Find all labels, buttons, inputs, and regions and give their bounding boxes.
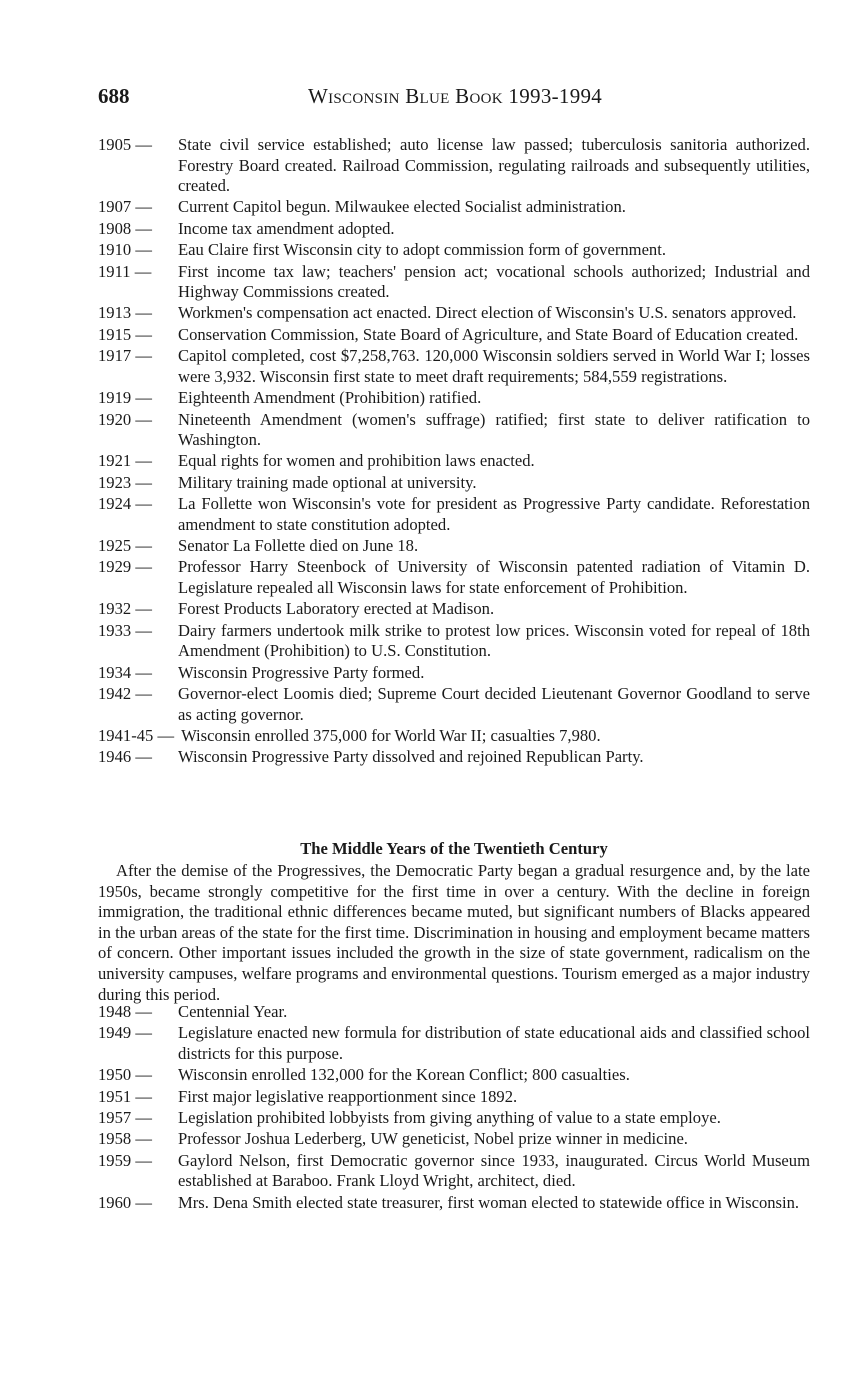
entry-text: Dairy farmers undertook milk strike to protest low prices. Wisconsin voted for repeal of 18th Amendment (Prohibition) to U.S. Constitution. [178,620,810,661]
entry-text: Workmen's compensation act enacted. Direct election of Wisconsin's U.S. senators approved. [178,303,797,323]
chronology-entry [98,726,810,747]
chronology-entry [98,240,810,261]
entry-text: Wisconsin Progressive Party dissolved and rejoined Republican Party. [178,747,644,767]
chronology-entry [98,262,810,303]
entry-text: Eighteenth Amendment (Prohibition) ratified. [178,388,482,408]
entry-text: Wisconsin enrolled 375,000 for World War II; casualties 7,980. [181,725,601,745]
running-title: Wisconsin Blue Book 1993-1994 [308,84,603,108]
chronology-entry [98,135,810,197]
entry-text: Military training made optional at university. [178,472,477,492]
entry-year: 1959 — [98,1150,152,1170]
entry-text: Wisconsin Progressive Party formed. [178,662,425,682]
chronology-entry [98,197,810,218]
entry-text: State civil service established; auto license law passed; tuberculosis sanitoria authorized. Forestry Board created. Railroad Commission, regulating railroads and subsequently utilities, created. [178,135,810,195]
entry-text: Wisconsin enrolled 132,000 for the Korean Conflict; 800 casualties. [178,1065,630,1085]
entry-text: Centennial Year. [178,1002,288,1021]
chronology-entry [98,346,810,387]
chronology-entry [98,536,810,557]
chronology-entry [98,747,810,768]
entry-year: 1949 — [98,1023,152,1043]
entry-text: Eau Claire first Wisconsin city to adopt commission form of government. [178,240,666,260]
entry-year: 1924 — [98,494,152,514]
entry-text: Professor Harry Steenbock of University of Wisconsin patented radiation of Vitamin D. Legislature repealed all Wisconsin laws for state enforcement of Prohibition. [178,557,810,597]
entry-text: Forest Products Laboratory erected at Madison. [178,599,495,619]
entry-year: 1960 — [98,1192,152,1212]
entry-year: 1917 — [98,346,152,366]
chronology-entry [98,1087,810,1108]
page-number: 688 [98,84,130,108]
entry-text: Capitol completed, cost $7,258,763. 120,000 Wisconsin soldiers served in World War I; losses were 3,932. Wisconsin first state to meet draft requirements; 584,559 registrations. [178,346,810,386]
entry-text: Gaylord Nelson, first Democratic governor since 1933, inaugurated. Circus World Museum established at Baraboo. Frank Lloyd Wright, architect, died. [178,1150,810,1191]
entry-year: 1951 — [98,1086,152,1106]
entry-text: Governor-elect Loomis died; Supreme Court decided Lieutenant Governor Goodland to serve as acting governor. [178,684,810,724]
entry-year: 1929 — [98,557,152,577]
chronology-entry [98,1002,810,1023]
chronology-entry [98,219,810,240]
chronology-entry [98,1065,810,1086]
section-heading: The Middle Years of the Twentieth Century [300,839,608,858]
entry-text: First income tax law; teachers' pension act; vocational schools authorized; Industrial and Highway Commissions created. [178,261,810,302]
entry-year: 1907 — [98,197,152,217]
chronology-entry [98,1193,810,1214]
chronology-entry [98,1151,810,1192]
entry-year: 1910 — [98,240,152,260]
chronology-entry [98,1129,810,1150]
entry-year: 1915 — [98,324,152,344]
entry-year: 1932 — [98,599,152,619]
entry-year: 1941-45 — [98,725,175,745]
entry-year: 1911 — [98,261,152,281]
chronology-entry [98,1023,810,1064]
chronology-entry [98,451,810,472]
entry-text: Conservation Commission, State Board of Agriculture, and State Board of Education created. [178,324,799,344]
entry-year: 1920 — [98,409,152,429]
entry-year: 1908 — [98,218,152,238]
entry-year: 1905 — [98,135,152,154]
chronology-entry [98,663,810,684]
chronology-entry [98,1108,810,1129]
entry-text: Income tax amendment adopted. [178,218,395,238]
chronology-entry [98,621,810,662]
entry-year: 1957 — [98,1108,152,1128]
entry-text: Legislation prohibited lobbyists from giving anything of value to a state employe. [178,1108,721,1128]
chronology-entry [98,599,810,620]
chronology-entry [98,494,810,535]
entry-year: 1933 — [98,620,152,640]
chronology-list-middle-years [98,1002,810,1213]
entry-year: 1942 — [98,684,152,704]
entry-year: 1958 — [98,1129,152,1149]
entry-text: Professor Joshua Lederberg, UW geneticist, Nobel prize winner in medicine. [178,1129,688,1149]
entry-text: Nineteenth Amendment (women's suffrage) ratified; first state to deliver ratification to Washington. [178,409,810,450]
entry-text: Equal rights for women and prohibition laws enacted. [178,451,535,471]
chronology-entry [98,303,810,324]
entry-year: 1950 — [98,1065,152,1085]
entry-text: Legislature enacted new formula for distribution of state educational aids and classified school districts for this purpose. [178,1023,810,1063]
entry-text: Current Capitol begun. Milwaukee elected Socialist administration. [178,197,626,217]
chronology-entry [98,684,810,725]
entry-text: La Follette won Wisconsin's vote for president as Progressive Party candidate. Reforestation amendment to state constitution adopted. [178,494,810,534]
entry-year: 1923 — [98,472,152,492]
entry-year: 1948 — [98,1002,152,1021]
chronology-entry [98,557,810,598]
entry-text: Mrs. Dena Smith elected state treasurer, first woman elected to statewide office in Wisconsin. [178,1192,800,1212]
entry-year: 1913 — [98,303,152,323]
chronology-entry [98,388,810,409]
chronology-entry [98,325,810,346]
section-intro-paragraph: After the demise of the Progressives, the Democratic Party began a gradual resurgence and, by the late 1950s, became strongly competitive for the first time in over a century. With the decline in foreign immigration, the traditional ethnic differences became muted, but significant numbers of Blacks appeared in the urban areas of the state for the first time. Discrimination in housing and employment became matters of concern. Other important issues included the growth in the size of state government, radicalism on the university campuses, welfare programs and environmental questions. Tourism emerged as a major industry during this period. [98,861,810,1004]
entry-year: 1934 — [98,662,152,682]
chronology-list-early [98,135,810,768]
entry-year: 1921 — [98,451,152,471]
chronology-entry [98,410,810,451]
entry-text: Senator La Follette died on June 18. [178,536,419,556]
entry-year: 1925 — [98,536,152,556]
entry-year: 1919 — [98,388,152,408]
entry-text: First major legislative reapportionment since 1892. [178,1086,518,1106]
chronology-entry [98,473,810,494]
entry-year: 1946 — [98,747,152,767]
